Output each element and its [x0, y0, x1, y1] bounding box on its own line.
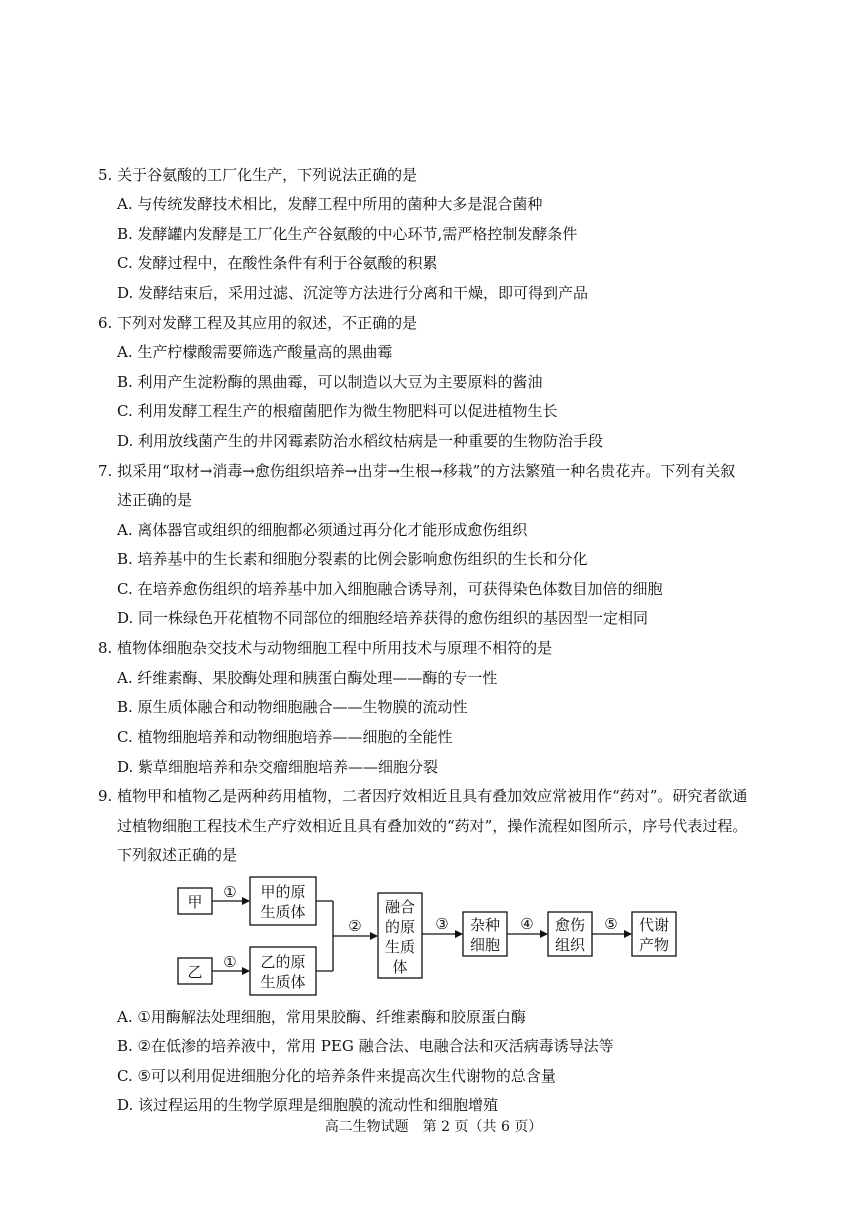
q8-stem: 8. 植物体细胞杂交技术与动物细胞工程中所用技术与原理不相符的是 [98, 639, 553, 657]
q6-stem: 6. 下列对发酵工程及其应用的叙述，不正确的是 [98, 314, 418, 332]
q8-option-a: A. 纤维素酶、果胶酶处理和胰蛋白酶处理——酶的专一性 [117, 669, 498, 687]
q9-stem-line2: 过植物细胞工程技术生产疗效相近且具有叠加效的“药对”，操作流程如图所示，序号代表过程。 [117, 817, 748, 835]
q9-stem-line1: 9. 植物甲和植物乙是两种药用植物，二者因疗效相近且具有叠加效应常被用作“药对”。研究者欲通 [98, 787, 748, 805]
fused-line3: 生质 [384, 938, 416, 956]
step-1-upper: ① [223, 883, 237, 901]
fused-line2: 的原 [384, 918, 416, 936]
yi-protoplast-line2: 生质体 [260, 973, 306, 991]
q5-option-a: A. 与传统发酵技术相比，发酵工程中所用的菌种大多是混合菌种 [117, 195, 543, 213]
page-footer: 高二生物试题 第 2 页（共 6 页） [324, 1119, 543, 1135]
step-3: ③ [435, 915, 449, 933]
yi-protoplast-line1: 乙的原 [260, 953, 306, 971]
q6-option-d: D. 利用放线菌产生的井冈霉素防治水稻纹枯病是一种重要的生物防治手段 [117, 432, 604, 450]
q7-option-d: D. 同一株绿色开花植物不同部位的细胞经培养获得的愈伤组织的基因型一定相同 [117, 609, 649, 627]
q6-option-c: C. 利用发酵工程生产的根瘤菌肥作为微生物肥料可以促进植物生长 [117, 402, 558, 420]
q9-option-b: B. ②在低渗的培养液中，常用 PEG 融合法、电融合法和灭活病毒诱导法等 [117, 1037, 614, 1055]
callus-line1: 愈伤 [554, 916, 586, 934]
step-1-lower: ① [223, 953, 237, 971]
q7-option-c: C. 在培养愈伤组织的培养基中加入细胞融合诱导剂，可获得染色体数目加倍的细胞 [117, 580, 663, 598]
q9-option-c: C. ⑤可以利用促进细胞分化的培养条件来提高次生代谢物的总含量 [117, 1067, 556, 1085]
q8-option-c: C. 植物细胞培养和动物细胞培养——细胞的全能性 [117, 728, 453, 746]
q6-option-a: A. 生产柠檬酸需要筛选产酸量高的黑曲霉 [117, 343, 393, 361]
q9-option-d: D. 该过程运用的生物学原理是细胞膜的流动性和细胞增殖 [117, 1096, 499, 1114]
jia-protoplast-line1: 甲的原 [260, 883, 306, 901]
hybrid-line2: 细胞 [469, 936, 501, 954]
q7-option-a: A. 离体器官或组织的细胞都必须通过再分化才能形成愈伤组织 [117, 521, 528, 539]
step-2: ② [348, 917, 362, 935]
jia-label: 甲 [187, 893, 203, 911]
q9-stem-line3: 下列叙述正确的是 [117, 846, 238, 864]
q5-stem: 5. 关于谷氨酸的工厂化生产，下列说法正确的是 [98, 166, 418, 184]
fused-line4: 体 [392, 958, 408, 976]
q5-option-b: B. 发酵罐内发酵是工厂化生产谷氨酸的中心环节,需严格控制发酵条件 [117, 225, 578, 243]
q7-option-b: B. 培养基中的生长素和细胞分裂素的比例会影响愈伤组织的生长和分化 [117, 550, 588, 568]
q8-option-d: D. 紫草细胞培养和杂交瘤细胞培养——细胞分裂 [117, 758, 439, 776]
jia-protoplast-line2: 生质体 [260, 903, 306, 921]
q9-option-a: A. ①用酶解法处理细胞，常用果胶酶、纤维素酶和胶原蛋白酶 [117, 1008, 526, 1026]
q7-stem-line1: 7. 拟采用“取材→消毒→愈伤组织培养→出芽→生根→移栽”的方法繁殖一种名贵花卉。下列有关叙 [98, 462, 736, 480]
metabolite-line1: 代谢 [638, 916, 670, 934]
metabolite-line2: 产物 [638, 936, 670, 954]
q5-option-d: D. 发酵结束后，采用过滤、沉淀等方法进行分离和干燥，即可得到产品 [117, 284, 589, 302]
fused-line1: 融合 [384, 898, 416, 916]
q6-option-b: B. 利用产生淀粉酶的黑曲霉，可以制造以大豆为主要原料的酱油 [117, 373, 543, 391]
step-5: ⑤ [604, 915, 618, 933]
q5-option-c: C. 发酵过程中，在酸性条件有利于谷氨酸的积累 [117, 254, 438, 272]
step-4: ④ [520, 915, 534, 933]
yi-label: 乙 [187, 963, 203, 981]
callus-line2: 组织 [554, 936, 586, 954]
q7-stem-line2: 述正确的是 [117, 491, 193, 509]
q8-option-b: B. 原生质体融合和动物细胞融合——生物膜的流动性 [117, 698, 468, 716]
hybrid-line1: 杂种 [469, 916, 501, 934]
